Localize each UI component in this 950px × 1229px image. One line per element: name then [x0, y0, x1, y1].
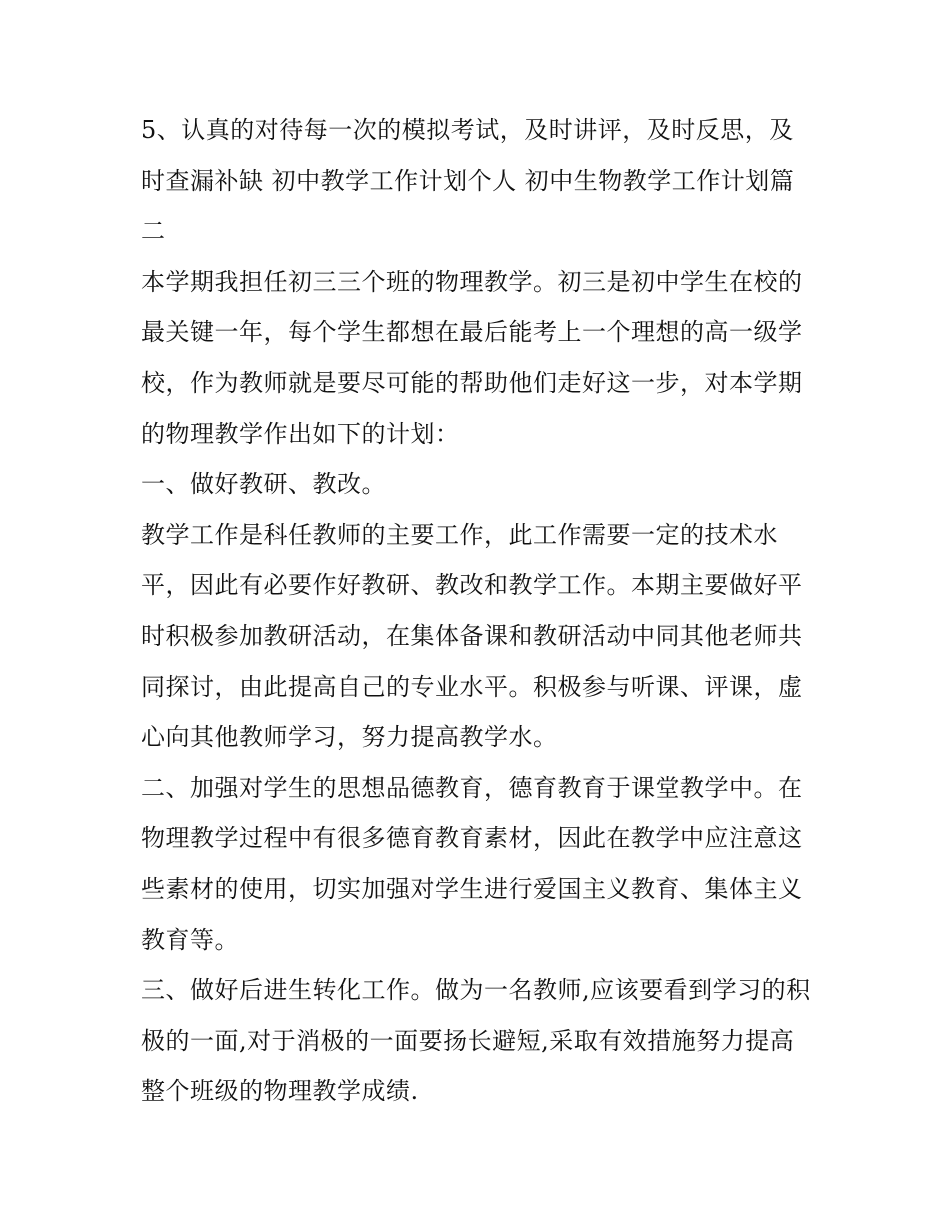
document-body	[141, 105, 813, 1117]
paragraph-exam-review: 5、认真的对待每一次的模拟考试，及时讲评，及时反思，及时查漏补缺 初中教学工作计划个人 初中生物教学工作计划篇二	[141, 116, 795, 246]
paragraph-struggling-students: 三、做好后进生转化工作。做为一名教师,应该要看到学习的积极的一面,对于消极的一面要扬长避短,采取有效措施努力提高整个班级的物理教学成绩.	[141, 976, 811, 1106]
paragraph-teaching-research: 教学工作是科任教师的主要工作，此工作需要一定的技术水平，因此有必要作好教研、教改和教学工作。本期主要做好平时积极参加教研活动，在集体备课和教研活动中同其他老师共同探讨，由此提高自己的专业水平。积极参与听课、评课，虚心向其他教师学习，努力提高教学水。	[141, 520, 803, 752]
heading-teaching-research: 一、做好教研、教改。	[141, 470, 386, 499]
paragraph-intro: 本学期我担任初三三个班的物理教学。初三是初中学生在校的最关键一年，每个学生都想在最后能考上一个理想的高一级学校，作为教师就是要尽可能的帮助他们走好这一步，对本学期的物理教学作出如下的计划：	[141, 267, 803, 448]
paragraph-moral-education: 二、加强对学生的思想品德教育，德育教育于课堂教学中。在物理教学过程中有很多德育教育素材，因此在教学中应注意这些素材的使用，切实加强对学生进行爱国主义教育、集体主义教育等。	[141, 773, 803, 954]
